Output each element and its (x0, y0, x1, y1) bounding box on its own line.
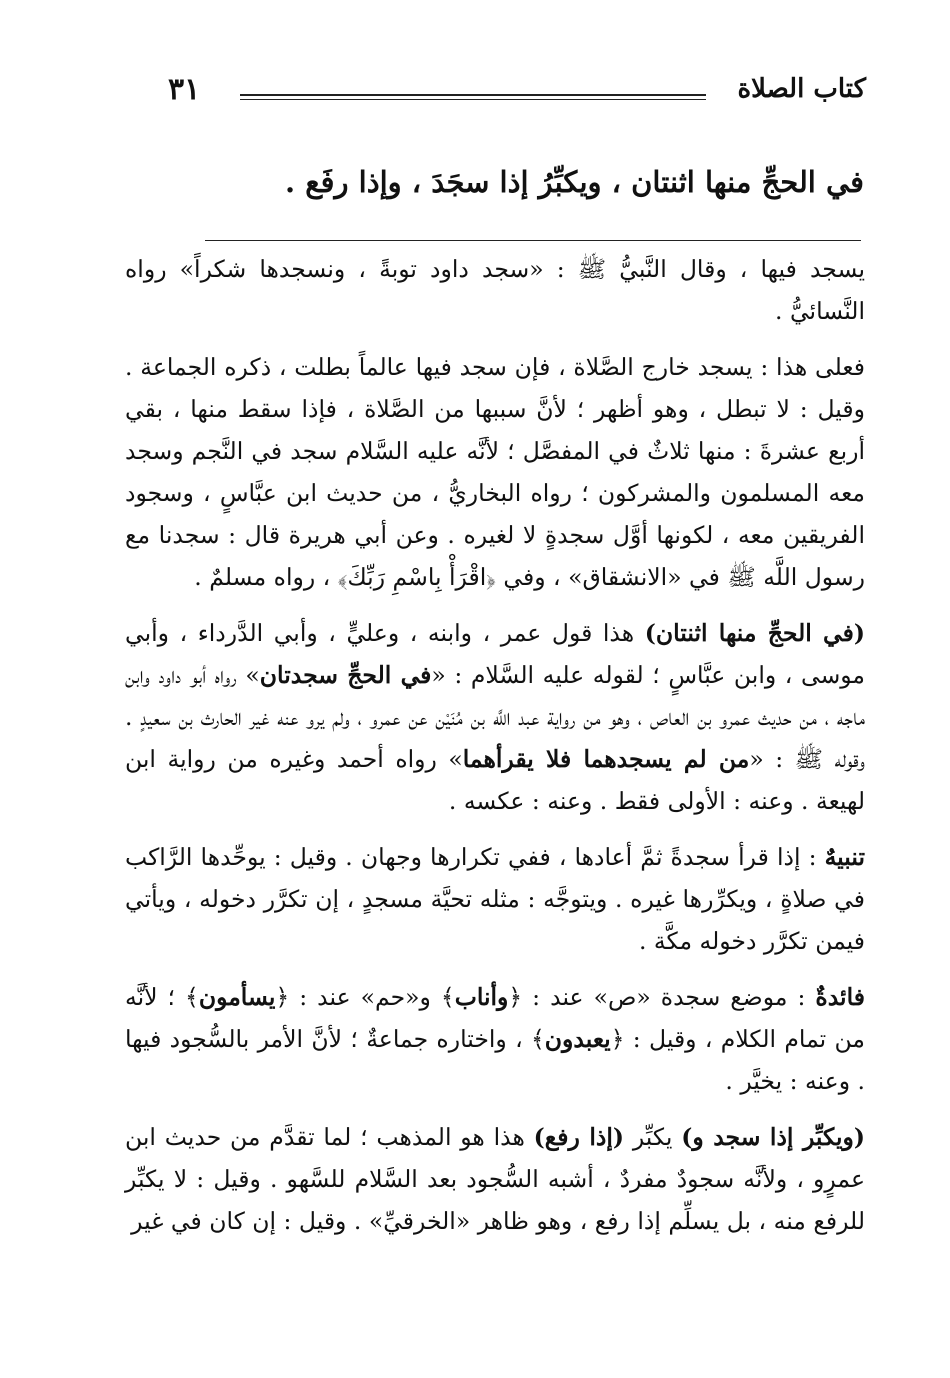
paragraph-text: » رواه أبو داود وابن ماجه ، من حديث عمرو بن العاص ، وهو من رواية عبد اللَّه بن مُنَيْن عن عمرو ، ولم يرو عنه غير الحارث بن سعيدٍ . وقوله ﷺ : « (125, 661, 865, 773)
matn-rule (205, 240, 861, 241)
emphasis: من لم يسجدهما فلا يقرأهما (462, 745, 750, 773)
paragraph-text: فعلى هذا : يسجد خارج الصَّلاة ، فإن سجد فيها عالماً بطلت ، ذكره الجماعة . وقيل : لا تبطل ، وهو أظهر ؛ لأنَّ سببها من الصَّلاة ، فإذا سقط منها ، بقي أربع عشرةَ : منها ثلاثٌ في المفصَّل ؛ لأنَّه عليه السَّلام سجد في النَّجم وسجد معه المسلمون والمشركون ؛ رواه البخاريُّ ، من حديث ابن عبَّاسٍ ، وسجود الفريقين معه ، لكونها أوَّل سجدةٍ لا لغيره . وعن أبي هريرة قال : سجدنا مع رسول اللَّه ﷺ في «الانشقاق» ، وفي ﴿اقْرَأْ بِاسْمِ رَبِّكَ﴾ ، رواه مسلمٌ . (125, 353, 865, 591)
emphasis: في الحجِّ سجدتان (259, 661, 432, 689)
paragraph-text: ﴾ ، واختاره جماعةٌ ؛ لأنَّ الأمر بالسُّجود فيها . وعنه : يخيَّر . (125, 1025, 865, 1095)
paragraph-text: » رواه أحمد وغيره من رواية ابن لهيعة . وعنه : الأولى فقط . وعنه : عكسه . (125, 745, 865, 815)
page-number: ٣١ (168, 72, 201, 107)
paragraph-1 (125, 248, 865, 332)
paragraph-5 (125, 976, 865, 1102)
paragraph-lead: فائدةٌ (815, 983, 865, 1011)
emphasis: وأناب (454, 983, 509, 1011)
matn-text: في الحجِّ منها اثنتان ، ويكبِّرُ إذا سجَدَ ، وإذا رفَع . (285, 165, 864, 199)
paragraph-text: : موضع سجدة «ص» عند : ﴿ (508, 983, 816, 1011)
paragraph-lead: (ويكبِّر إذا سجد و) (681, 1123, 865, 1151)
emphasis: يعبدون (544, 1025, 611, 1053)
paragraph-text: يسجد فيها ، وقال النَّبيُّ ﷺ : «سجد داود توبةً ، ونسجدها شكراً» رواه النَّسائيُّ . (125, 255, 865, 325)
chapter-title: كتاب الصلاة (737, 74, 866, 104)
emphasis: يسأمون (198, 983, 276, 1011)
running-header (150, 72, 866, 116)
paragraph-text: هذا قول عمر ، وابنه ، وعليٍّ ، وأبي الدَّرداء ، وأبي موسى ، وابن عبَّاسٍ ؛ لقوله عليه السَّلام : « (125, 619, 865, 689)
paragraph-text: هذا هو المذهب ؛ لما تقدَّم من حديث ابن عمرٍو ، ولأنَّه سجودٌ مفردٌ ، أشبه السُّجود بعد السَّلام للسَّهو . وقيل : لا يكبِّر للرفع منه ، بل يسلِّم إذا رفع ، وهو ظاهر «الخرقيِّ» . وقيل : إن كان في غير (125, 1123, 865, 1235)
paragraph-4 (125, 836, 865, 962)
paragraph-text: ﴾ و«حم» عند : ﴿ (275, 983, 455, 1011)
paragraph-lead: (في الحجِّ منها اثنتان) (644, 619, 865, 647)
emphasis: (إذا رفع) (533, 1123, 625, 1151)
paragraph-3 (125, 612, 865, 822)
commentary-body (125, 248, 865, 1256)
header-rule (240, 94, 706, 100)
paragraph-text: يكبِّر (624, 1123, 682, 1151)
paragraph-text: ﴾ ؛ لأنَّه من تمام الكلام ، وقيل : ﴿ (125, 983, 865, 1053)
paragraph-lead: تنبيهٌ (824, 843, 865, 871)
paragraph-text: : إذا قرأ سجدةً ثمَّ أعادها ، ففي تكرارها وجهان . وقيل : يوحِّدها الرَّاكب في صلاةٍ ، ويكرِّرها غيره . ويتوجَّه : مثله تحيَّة مسجدٍ ، إن تكرَّر دخوله ، ويأتي فيمن تكرَّر دخوله مكَّة . (125, 843, 865, 955)
paragraph-2 (125, 346, 865, 598)
paragraph-6 (125, 1116, 865, 1242)
